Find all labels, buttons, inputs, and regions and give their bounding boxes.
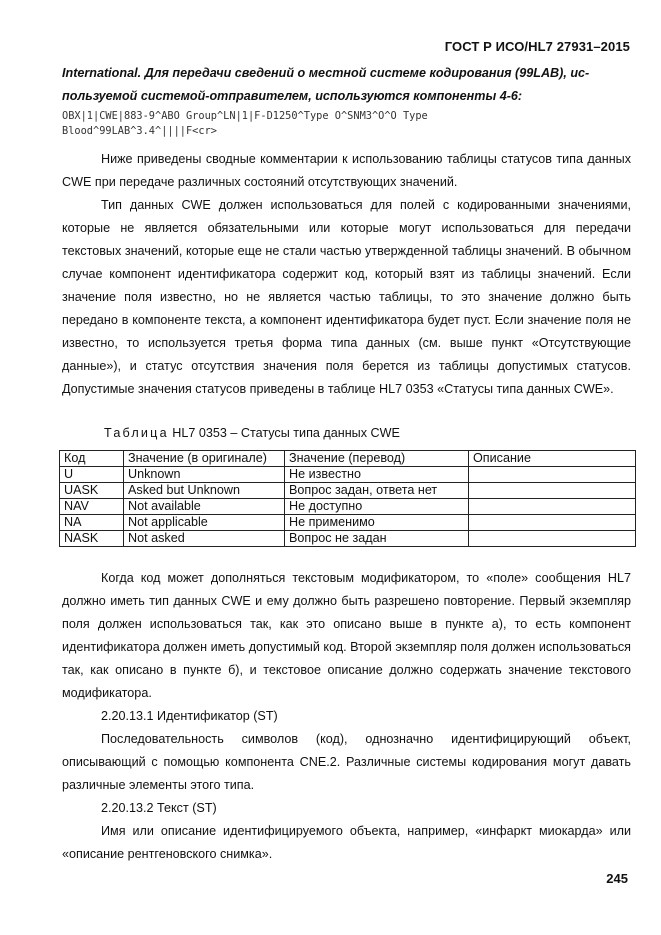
cell-original: Unknown xyxy=(124,467,285,483)
cell-code: NASK xyxy=(60,531,124,547)
table-header-row xyxy=(60,451,636,467)
paragraph-modifier: Когда код может дополняться текстовым модификатором, то «поле» сообщения HL7 должно иметь тип данных CWE и ему должно быть разрешено повторение. Первый экземпляр поля должен использоваться так, как это описано выше в пункте а), то есть компонент идентификатора должен иметь допустимый код. Второй экземпляр поля должен использоваться так, как описано в пункте б), и текстовое описание должно содержать значение текстового модификатора. xyxy=(62,571,631,700)
header-translation: Значение (перевод) xyxy=(285,451,469,467)
paragraph-summary: Ниже приведены сводные комментарии к использованию таблицы статусов типа данных CWE при передаче различных состояний отсутствующих значений. xyxy=(62,152,631,189)
paragraph-identifier: Последовательность символов (код), однозначно идентифицирующий объект, описывающий с помощью компонента CNE.2. Различные системы кодирования могут давать различные элементы этого типа. xyxy=(62,732,631,792)
page-number: 245 xyxy=(606,871,628,886)
table-caption-title: HL7 0353 – Статусы типа данных CWE xyxy=(172,426,400,440)
paragraph-text: Имя или описание идентифицируемого объекта, например, «инфаркт миокарда» или «описание рентгеновского снимка». xyxy=(62,824,631,861)
cell-original: Asked but Unknown xyxy=(124,483,285,499)
cell-description xyxy=(469,515,636,531)
table-row xyxy=(60,515,636,531)
header-original: Значение (в оригинале) xyxy=(124,451,285,467)
cell-translation: Не применимо xyxy=(285,515,469,531)
table-row xyxy=(60,467,636,483)
cell-code: U xyxy=(60,467,124,483)
section-heading-text: 2.20.13.2 Текст (ST) xyxy=(101,801,217,815)
document-header: ГОСТ Р ИСО/HL7 27931–2015 xyxy=(444,39,630,54)
code-example xyxy=(62,109,632,138)
cell-translation: Вопрос не задан xyxy=(285,531,469,547)
intro-line-2: пользуемой системой-отправителем, используются компоненты 4-6: xyxy=(62,89,523,103)
table-caption xyxy=(104,424,400,442)
table-caption-label: Таблица xyxy=(104,426,169,440)
status-table xyxy=(59,450,636,547)
cell-original: Not asked xyxy=(124,531,285,547)
section-heading-identifier: 2.20.13.1 Идентификатор (ST) xyxy=(101,709,278,723)
cell-description xyxy=(469,467,636,483)
header-code: Код xyxy=(60,451,124,467)
cell-code: NA xyxy=(60,515,124,531)
cell-code: NAV xyxy=(60,499,124,515)
cell-code: UASK xyxy=(60,483,124,499)
intro-line-1: International. Для передачи сведений о местной системе кодирования (99LAB), ис- xyxy=(62,66,590,80)
cell-original: Not applicable xyxy=(124,515,285,531)
cell-description xyxy=(469,483,636,499)
cell-translation: Не доступно xyxy=(285,499,469,515)
cell-translation: Вопрос задан, ответа нет xyxy=(285,483,469,499)
code-line-2: Blood^99LAB^3.4^||||F<cr> xyxy=(62,124,217,137)
intro-text xyxy=(62,62,632,108)
table-row xyxy=(60,531,636,547)
cell-original: Not available xyxy=(124,499,285,515)
table-row xyxy=(60,499,636,515)
cell-description xyxy=(469,499,636,515)
cell-translation: Не известно xyxy=(285,467,469,483)
cell-description xyxy=(469,531,636,547)
header-description: Описание xyxy=(469,451,636,467)
table-row xyxy=(60,483,636,499)
code-line-1: OBX|1|CWE|883-9^ABO Group^LN|1|F-D1250^Type O^SNM3^O^O Type xyxy=(62,110,428,122)
paragraph-cwe-usage: Тип данных CWE должен использоваться для полей с кодированными значениями, которые не является обязательными или которые могут использоваться для передачи текстовых значений, которые еще не стали частью утвержденной таблицы значений. В обычном случае компонент идентификатора содержит код, который взят из таблицы значений. Если значение поля известно, но не является частью таблицы, то это значение должно быть передано в компоненте текста, а компонент идентификатора будет пуст. Если значение поля не известно, то используется третья форма типа данных (см. выше пункт «Отсутствующие данные»), и статус отсутствия значения поля берется из таблицы допустимых статусов. Допустимые значения статусов приведены в таблице HL7 0353 «Статусы типа данных CWE». xyxy=(62,198,631,396)
